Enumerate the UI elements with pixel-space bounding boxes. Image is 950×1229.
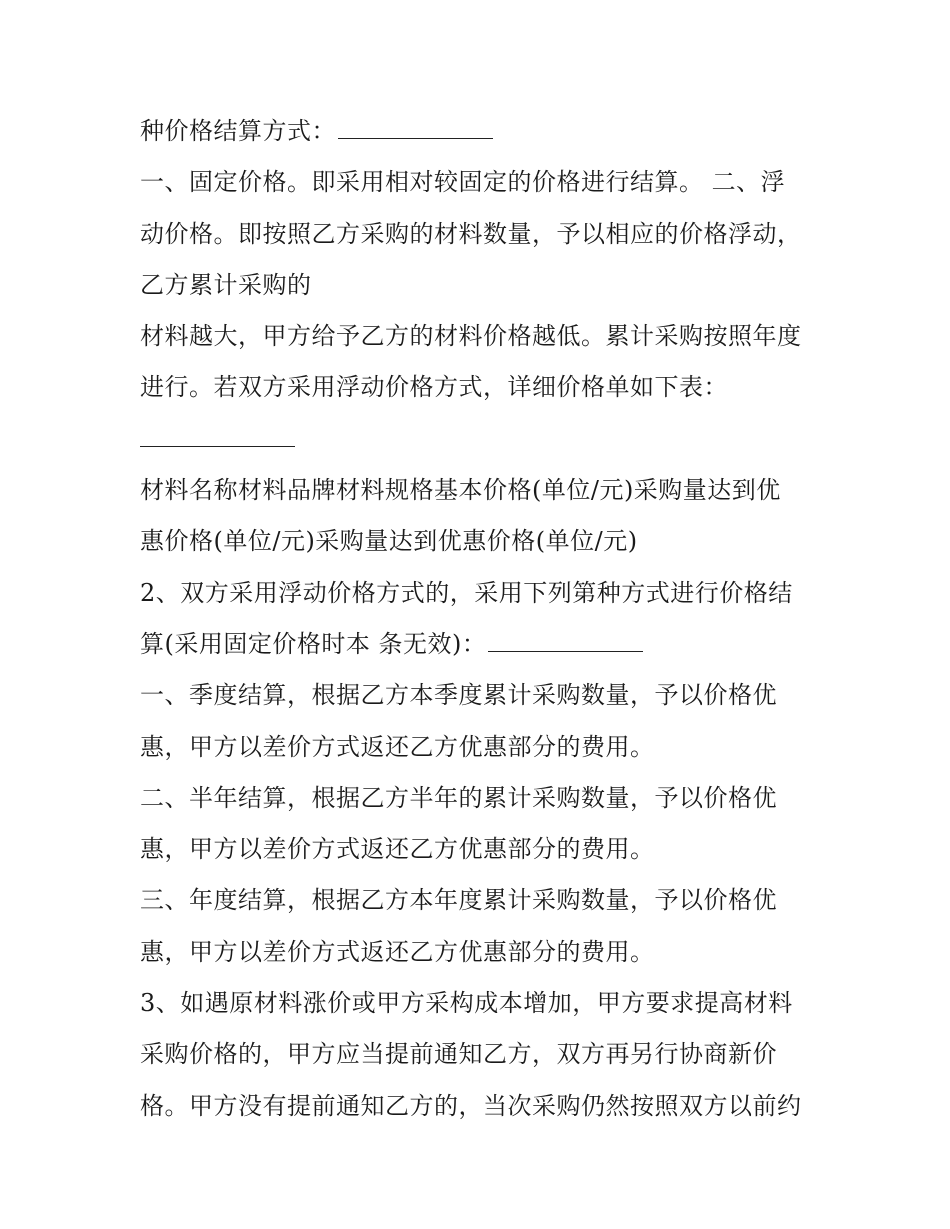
- text-line-20: [140, 1081, 820, 1132]
- line-text: 惠，甲方以差价方式返还乙方优惠部分的费用。: [140, 937, 655, 966]
- line-text: 惠，甲方以差价方式返还乙方优惠部分的费用。: [140, 835, 655, 864]
- text-line-10: [140, 568, 820, 619]
- text-line-2: [140, 157, 820, 208]
- text-line-19: [140, 1029, 820, 1080]
- text-line-7: [140, 414, 820, 465]
- line-text: 乙方累计采购的: [140, 270, 312, 299]
- text-line-1: [140, 106, 820, 157]
- line-text: 3、如遇原材料涨价或甲方采构成本增加，甲方要求提高材料: [140, 989, 793, 1018]
- line-text: 三、年度结算，根据乙方本年度累计采购数量，予以价格优: [140, 886, 777, 915]
- line-text: 种价格结算方式：: [140, 117, 336, 145]
- line-text: 惠，甲方以差价方式返还乙方优惠部分的费用。: [140, 732, 655, 761]
- text-line-3: [140, 209, 820, 260]
- line-text: 2、双方采用浮动价格方式的，采用下列第种方式进行价格结: [140, 578, 793, 607]
- line-text: 惠价格(单位/元)采购量达到优惠价格(单位/元): [140, 527, 638, 556]
- line-text: 采购价格的，甲方应当提前通知乙方，双方再另行协商新价: [140, 1040, 777, 1069]
- document-page: [140, 106, 820, 1132]
- text-line-14: [140, 773, 820, 824]
- line-text: 动价格。即按照乙方采购的材料数量，予以相应的价格浮动，: [140, 219, 802, 248]
- line-text: 材料越大，甲方给予乙方的材料价格越低。累计采购按照年度: [140, 322, 802, 351]
- line-text: 算(采用固定价格时本 条无效)：: [140, 629, 487, 658]
- text-line-6: [140, 362, 820, 413]
- text-line-11: [140, 619, 820, 670]
- fill-in-blank[interactable]: [338, 137, 493, 139]
- line-text: 二、半年结算，根据乙方半年的累计采购数量，予以价格优: [140, 783, 777, 812]
- line-text: 一、季度结算，根据乙方本季度累计采购数量，予以价格优: [140, 681, 777, 710]
- line-text: 进行。若双方采用浮动价格方式，详细价格单如下表：: [140, 373, 728, 402]
- line-text: 材料名称材料品牌材料规格基本价格(单位/元)采购量达到优: [140, 476, 781, 505]
- text-line-17: [140, 927, 820, 978]
- text-line-18: [140, 978, 820, 1029]
- text-line-8: [140, 465, 820, 516]
- text-line-12: [140, 670, 820, 721]
- text-line-9: [140, 516, 820, 567]
- fill-in-blank[interactable]: [488, 650, 643, 652]
- text-line-16: [140, 875, 820, 926]
- line-text: 一、固定价格。即采用相对较固定的价格进行结算。 二、浮: [140, 168, 786, 197]
- fill-in-blank[interactable]: [140, 445, 295, 447]
- text-line-4: [140, 260, 820, 311]
- text-line-13: [140, 722, 820, 773]
- line-text: 格。甲方没有提前通知乙方的，当次采购仍然按照双方以前约: [140, 1091, 802, 1120]
- text-line-5: [140, 311, 820, 362]
- text-line-15: [140, 824, 820, 875]
